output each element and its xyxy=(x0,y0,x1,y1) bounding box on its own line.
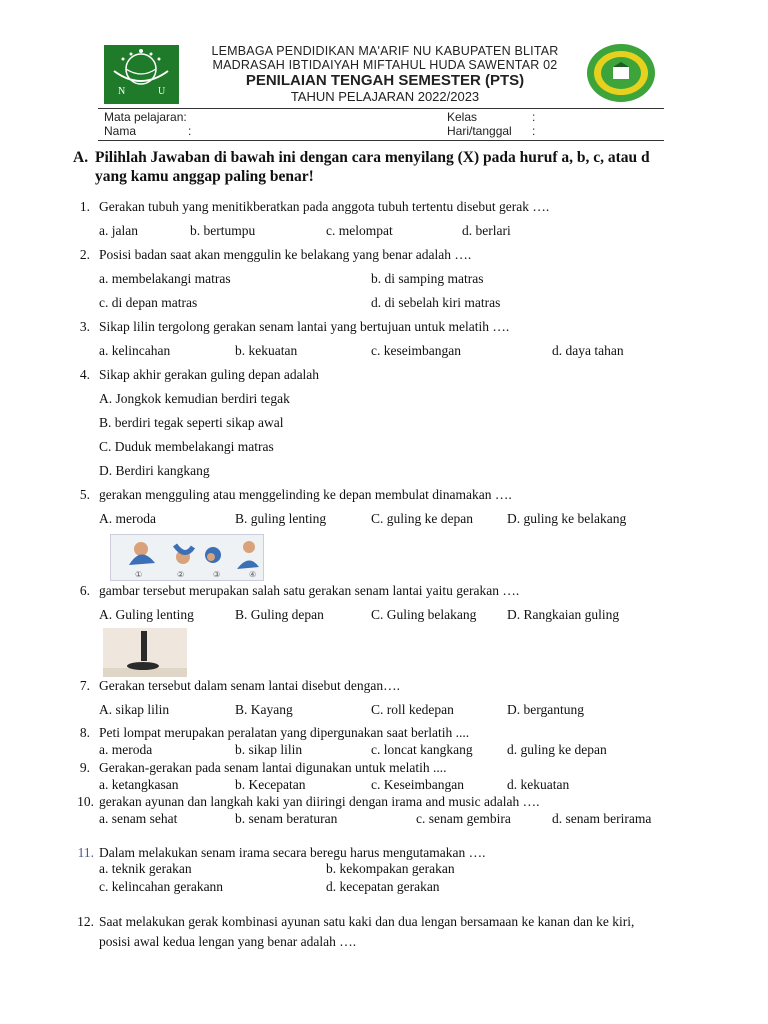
header-divider xyxy=(98,108,664,109)
question-text: Gerakan tubuh yang menitikberatkan pada anggota tubuh tertentu disebut gerak …. xyxy=(99,199,550,214)
option-b: b. kekompakan gerakan xyxy=(326,861,455,876)
option-a: A. Guling lenting xyxy=(99,607,194,622)
question-text: Sikap akhir gerakan guling depan adalah xyxy=(99,367,320,382)
roll-step-label: ② xyxy=(177,570,185,579)
option-d: d. senam berirama xyxy=(552,811,652,826)
question-number: 9. xyxy=(79,760,90,775)
question-number: 6. xyxy=(79,583,90,598)
question-number: 1. xyxy=(79,199,90,214)
question-number: 2. xyxy=(79,247,90,262)
class-label: Kelas xyxy=(447,110,478,124)
option-b: b. bertumpu xyxy=(190,223,256,238)
option-c: c. Keseimbangan xyxy=(371,777,464,792)
question-number: 3. xyxy=(79,319,90,334)
option-a: a. ketangkasan xyxy=(99,777,179,792)
option-c: c. melompat xyxy=(326,223,393,238)
option-b: B. Guling depan xyxy=(235,607,324,622)
option-b: b. kekuatan xyxy=(235,343,298,358)
question-number: 5. xyxy=(79,487,90,502)
question-text: Saat melakukan gerak kombinasi ayunan satu kaki dan dua lengan bersamaan ke kanan dan ke kiri, xyxy=(99,914,635,929)
option-b: b. senam beraturan xyxy=(235,811,338,826)
madrasah-seal xyxy=(585,42,657,104)
option-a: A. Jongkok kemudian berdiri tegak xyxy=(99,391,290,406)
question-text: Gerakan tersebut dalam senam lantai disebut dengan…. xyxy=(99,678,401,693)
roll-step-label: ④ xyxy=(249,570,257,579)
question-number: 12. xyxy=(77,914,94,929)
meta-divider xyxy=(98,140,664,141)
option-d: D. Rangkaian guling xyxy=(507,607,620,622)
question-text: Sikap lilin tergolong gerakan senam lantai yang bertujuan untuk melatih …. xyxy=(99,319,510,334)
option-c: C. Guling belakang xyxy=(371,607,477,622)
name-colon: : xyxy=(188,124,192,138)
header-exam-title: PENILAIAN TENGAH SEMESTER (PTS) xyxy=(245,72,525,89)
option-c: c. senam gembira xyxy=(416,811,511,826)
option-a: a. jalan xyxy=(99,223,138,238)
option-b: b. Kecepatan xyxy=(235,777,306,792)
option-c: C. guling ke depan xyxy=(371,511,473,526)
date-colon: : xyxy=(532,124,536,138)
option-c: c. keseimbangan xyxy=(371,343,461,358)
option-a: A. sikap lilin xyxy=(99,702,170,717)
question-number: 4. xyxy=(79,367,90,382)
header-academic-year: TAHUN PELAJARAN 2022/2023 xyxy=(290,89,480,104)
option-c: c. di depan matras xyxy=(99,295,198,310)
nu-logo xyxy=(104,45,179,104)
option-b: b. sikap lilin xyxy=(235,742,303,757)
option-d: D. guling ke belakang xyxy=(507,511,627,526)
option-b: B. berdiri tegak seperti sikap awal xyxy=(99,415,284,430)
option-a: a. senam sehat xyxy=(99,811,178,826)
question-text: gambar tersebut merupakan salah satu gerakan senam lantai yaitu gerakan …. xyxy=(99,583,520,598)
option-d: D. bergantung xyxy=(507,702,584,717)
option-d: d. daya tahan xyxy=(552,343,624,358)
section-letter: A. xyxy=(73,149,89,166)
section-instruction-line2: yang kamu anggap paling benar! xyxy=(95,168,314,185)
header-institution: LEMBAGA PENDIDIKAN MA'ARIF NU KABUPATEN BLITAR xyxy=(211,44,559,58)
option-a: a. membelakangi matras xyxy=(99,271,231,286)
question-text: Posisi badan saat akan menggulin ke belakang yang benar adalah …. xyxy=(99,247,472,262)
option-b: b. di samping matras xyxy=(371,271,484,286)
option-a: a. teknik gerakan xyxy=(99,861,192,876)
option-d: d. kekuatan xyxy=(507,777,570,792)
option-b: B. Kayang xyxy=(235,702,293,717)
forward-roll-sequence-image xyxy=(110,534,264,581)
question-text: Dalam melakukan senam irama secara beregu harus mengutamakan …. xyxy=(99,845,486,860)
roll-step-label: ③ xyxy=(213,570,221,579)
option-d: d. di sebelah kiri matras xyxy=(371,295,501,310)
question-number: 11. xyxy=(77,845,94,860)
roll-step-label: ① xyxy=(135,570,143,579)
option-d: d. berlari xyxy=(462,223,511,238)
option-d: D. Berdiri kangkang xyxy=(99,463,210,478)
name-label: Nama xyxy=(104,124,137,138)
question-text: Gerakan-gerakan pada senam lantai digunakan untuk melatih .... xyxy=(99,760,447,775)
option-a: a. kelincahan xyxy=(99,343,171,358)
option-c: c. kelincahan gerakann xyxy=(99,879,224,894)
section-instruction-line1: Pilihlah Jawaban di bawah ini dengan cara menyilang (X) pada huruf a, b, c, atau d xyxy=(95,149,650,166)
question-text-continued: posisi awal kedua lengan yang benar adalah …. xyxy=(99,934,357,949)
option-c: C. roll kedepan xyxy=(371,702,454,717)
option-d: d. guling ke depan xyxy=(507,742,607,757)
logo-letter-n: N xyxy=(118,86,126,97)
option-a: A. meroda xyxy=(99,511,156,526)
question-number: 8. xyxy=(79,725,90,740)
question-number: 10. xyxy=(77,794,94,809)
option-c: c. loncat kangkang xyxy=(371,742,473,757)
candle-pose-image xyxy=(103,628,187,677)
question-number: 7. xyxy=(79,678,90,693)
option-d: d. kecepatan gerakan xyxy=(326,879,440,894)
logo-letter-u: U xyxy=(158,86,166,97)
question-text: Peti lompat merupakan peralatan yang dipergunakan saat berlatih .... xyxy=(99,725,470,740)
question-text: gerakan ayunan dan langkah kaki yan diiringi dengan irama and music adalah …. xyxy=(99,794,540,809)
question-text: gerakan mengguling atau menggelinding ke depan membulat dinamakan …. xyxy=(99,487,512,502)
class-colon: : xyxy=(532,110,536,124)
option-c: C. Duduk membelakangi matras xyxy=(99,439,274,454)
subject-label: Mata pelajaran: xyxy=(104,110,187,124)
option-a: a. meroda xyxy=(99,742,153,757)
date-label: Hari/tanggal xyxy=(447,124,512,138)
header-school: MADRASAH IBTIDAIYAH MIFTAHUL HUDA SAWENTAR 02 xyxy=(212,58,558,72)
option-b: B. guling lenting xyxy=(235,511,327,526)
